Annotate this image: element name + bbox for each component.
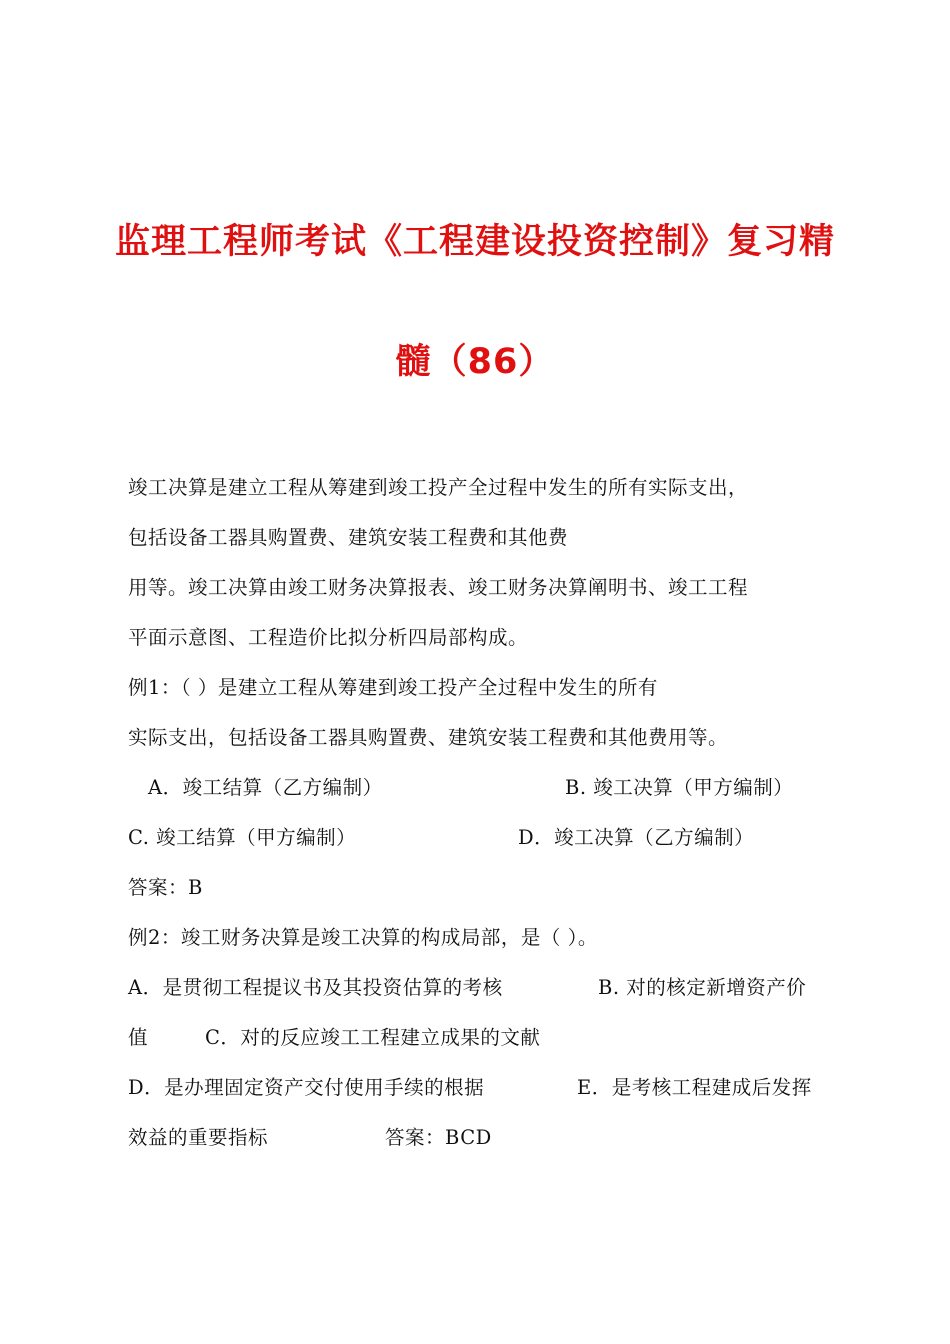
example2-option-c: C．对的反应竣工工程建立成果的文献 [205,1026,541,1049]
document-title-line2: 髓（86） [395,342,555,382]
example1-option-a: A．竣工结算（乙方编制） [148,776,383,799]
example2-question: 例2：竣工财务决算是竣工决算的构成局部，是（ ）。 [128,926,598,949]
example2-answer: 答案：BCD [385,1126,492,1149]
example2-option-e-cont: 效益的重要指标 [128,1126,269,1149]
example2-option-b: B. 对的核定新增资产价 [598,976,807,999]
paragraph-line: 平面示意图、工程造价比拟分析四局部构成。 [128,626,529,649]
example2-option-e: E．是考核工程建成后发挥 [577,1076,812,1099]
example1-option-b: B. 竣工决算（甲方编制） [565,776,794,799]
example2-option-b-cont: 值 [128,1026,149,1049]
paragraph-line: 竣工决算是建立工程从筹建到竣工投产全过程中发生的所有实际支出， [128,476,749,499]
paragraph-line: 包括设备工器具购置费、建筑安装工程费和其他费 [128,526,569,549]
example1-answer: 答案：B [128,876,203,899]
paragraph-line: 用等。竣工决算由竣工财务决算报表、竣工财务决算阐明书、竣工工程 [128,576,749,599]
document-title-line1: 监理工程师考试《工程建设投资控制》复习精 [114,222,835,262]
example2-option-d: D．是办理固定资产交付使用手续的根据 [128,1076,485,1099]
example2-option-a: A．是贯彻工程提议书及其投资估算的考核 [128,976,503,999]
example1-option-c: C. 竣工结算（甲方编制） [128,826,357,849]
example1-option-d: D．竣工决算（乙方编制） [518,826,755,849]
example1-question-line1: 例1：（ ）是建立工程从筹建到竣工投产全过程中发生的所有 [128,676,658,699]
example1-question-line2: 实际支出，包括设备工器具购置费、建筑安装工程费和其他费用等。 [128,726,729,749]
